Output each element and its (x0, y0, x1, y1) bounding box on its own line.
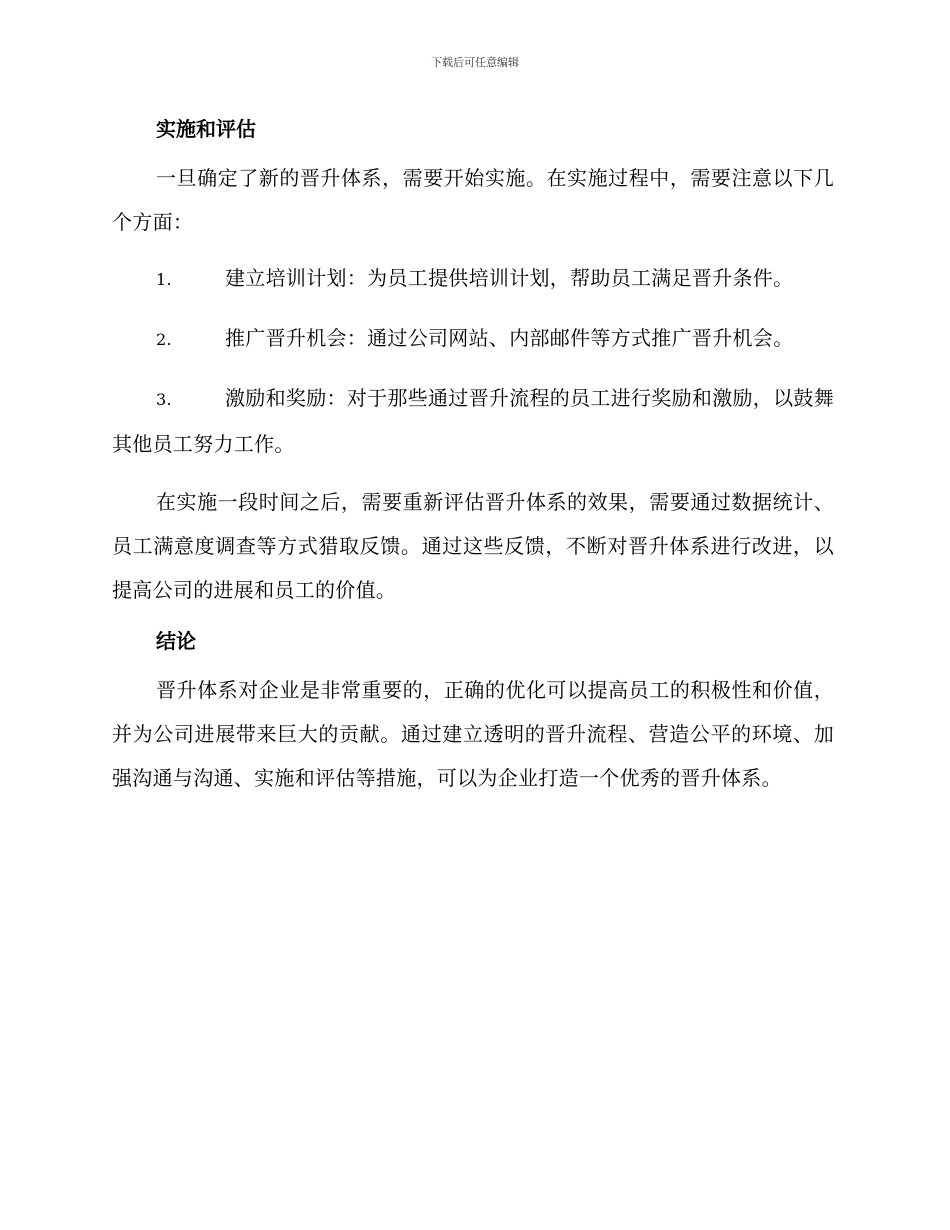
list-item-text: 推广晋升机会：通过公司网站、内部邮件等方式推广晋升机会。 (225, 326, 794, 350)
list-item (112, 256, 834, 302)
list-item (112, 376, 834, 466)
paragraph-implementation-intro: 一旦确定了新的晋升体系，需要开始实施。在实施过程中，需要注意以下几个方面： (112, 166, 834, 234)
section-heading-implementation: 实施和评估 (156, 117, 256, 141)
list-item-number: 1. (156, 270, 172, 289)
list-item-number: 3. (156, 390, 172, 409)
list-item-text: 建立培训计划：为员工提供培训计划，帮助员工满足晋升条件。 (225, 266, 794, 290)
section-heading-conclusion: 结论 (156, 629, 196, 653)
list-item-text: 激励和奖励：对于那些通过晋升流程的员工进行奖励和激励，以鼓舞其他员工努力工作。 (112, 386, 834, 456)
list-item (112, 316, 834, 362)
paragraph-conclusion: 晋升体系对企业是非常重要的，正确的优化可以提高员工的积极性和价值，并为公司进展带来巨大的贡献。通过建立透明的晋升流程、营造公平的环境、加强沟通与沟通、实施和评估等措施，可以为企业打造一个优秀的晋升体系。 (112, 678, 834, 790)
document-content (112, 112, 834, 812)
header-note: 下载后可任意编辑 (431, 56, 519, 69)
list-item-number: 2. (156, 330, 172, 349)
paragraph-evaluation: 在实施一段时间之后，需要重新评估晋升体系的效果，需要通过数据统计、员工满意度调查等方式猎取反馈。通过这些反馈，不断对晋升体系进行改进，以提高公司的进展和员工的价值。 (112, 490, 834, 602)
